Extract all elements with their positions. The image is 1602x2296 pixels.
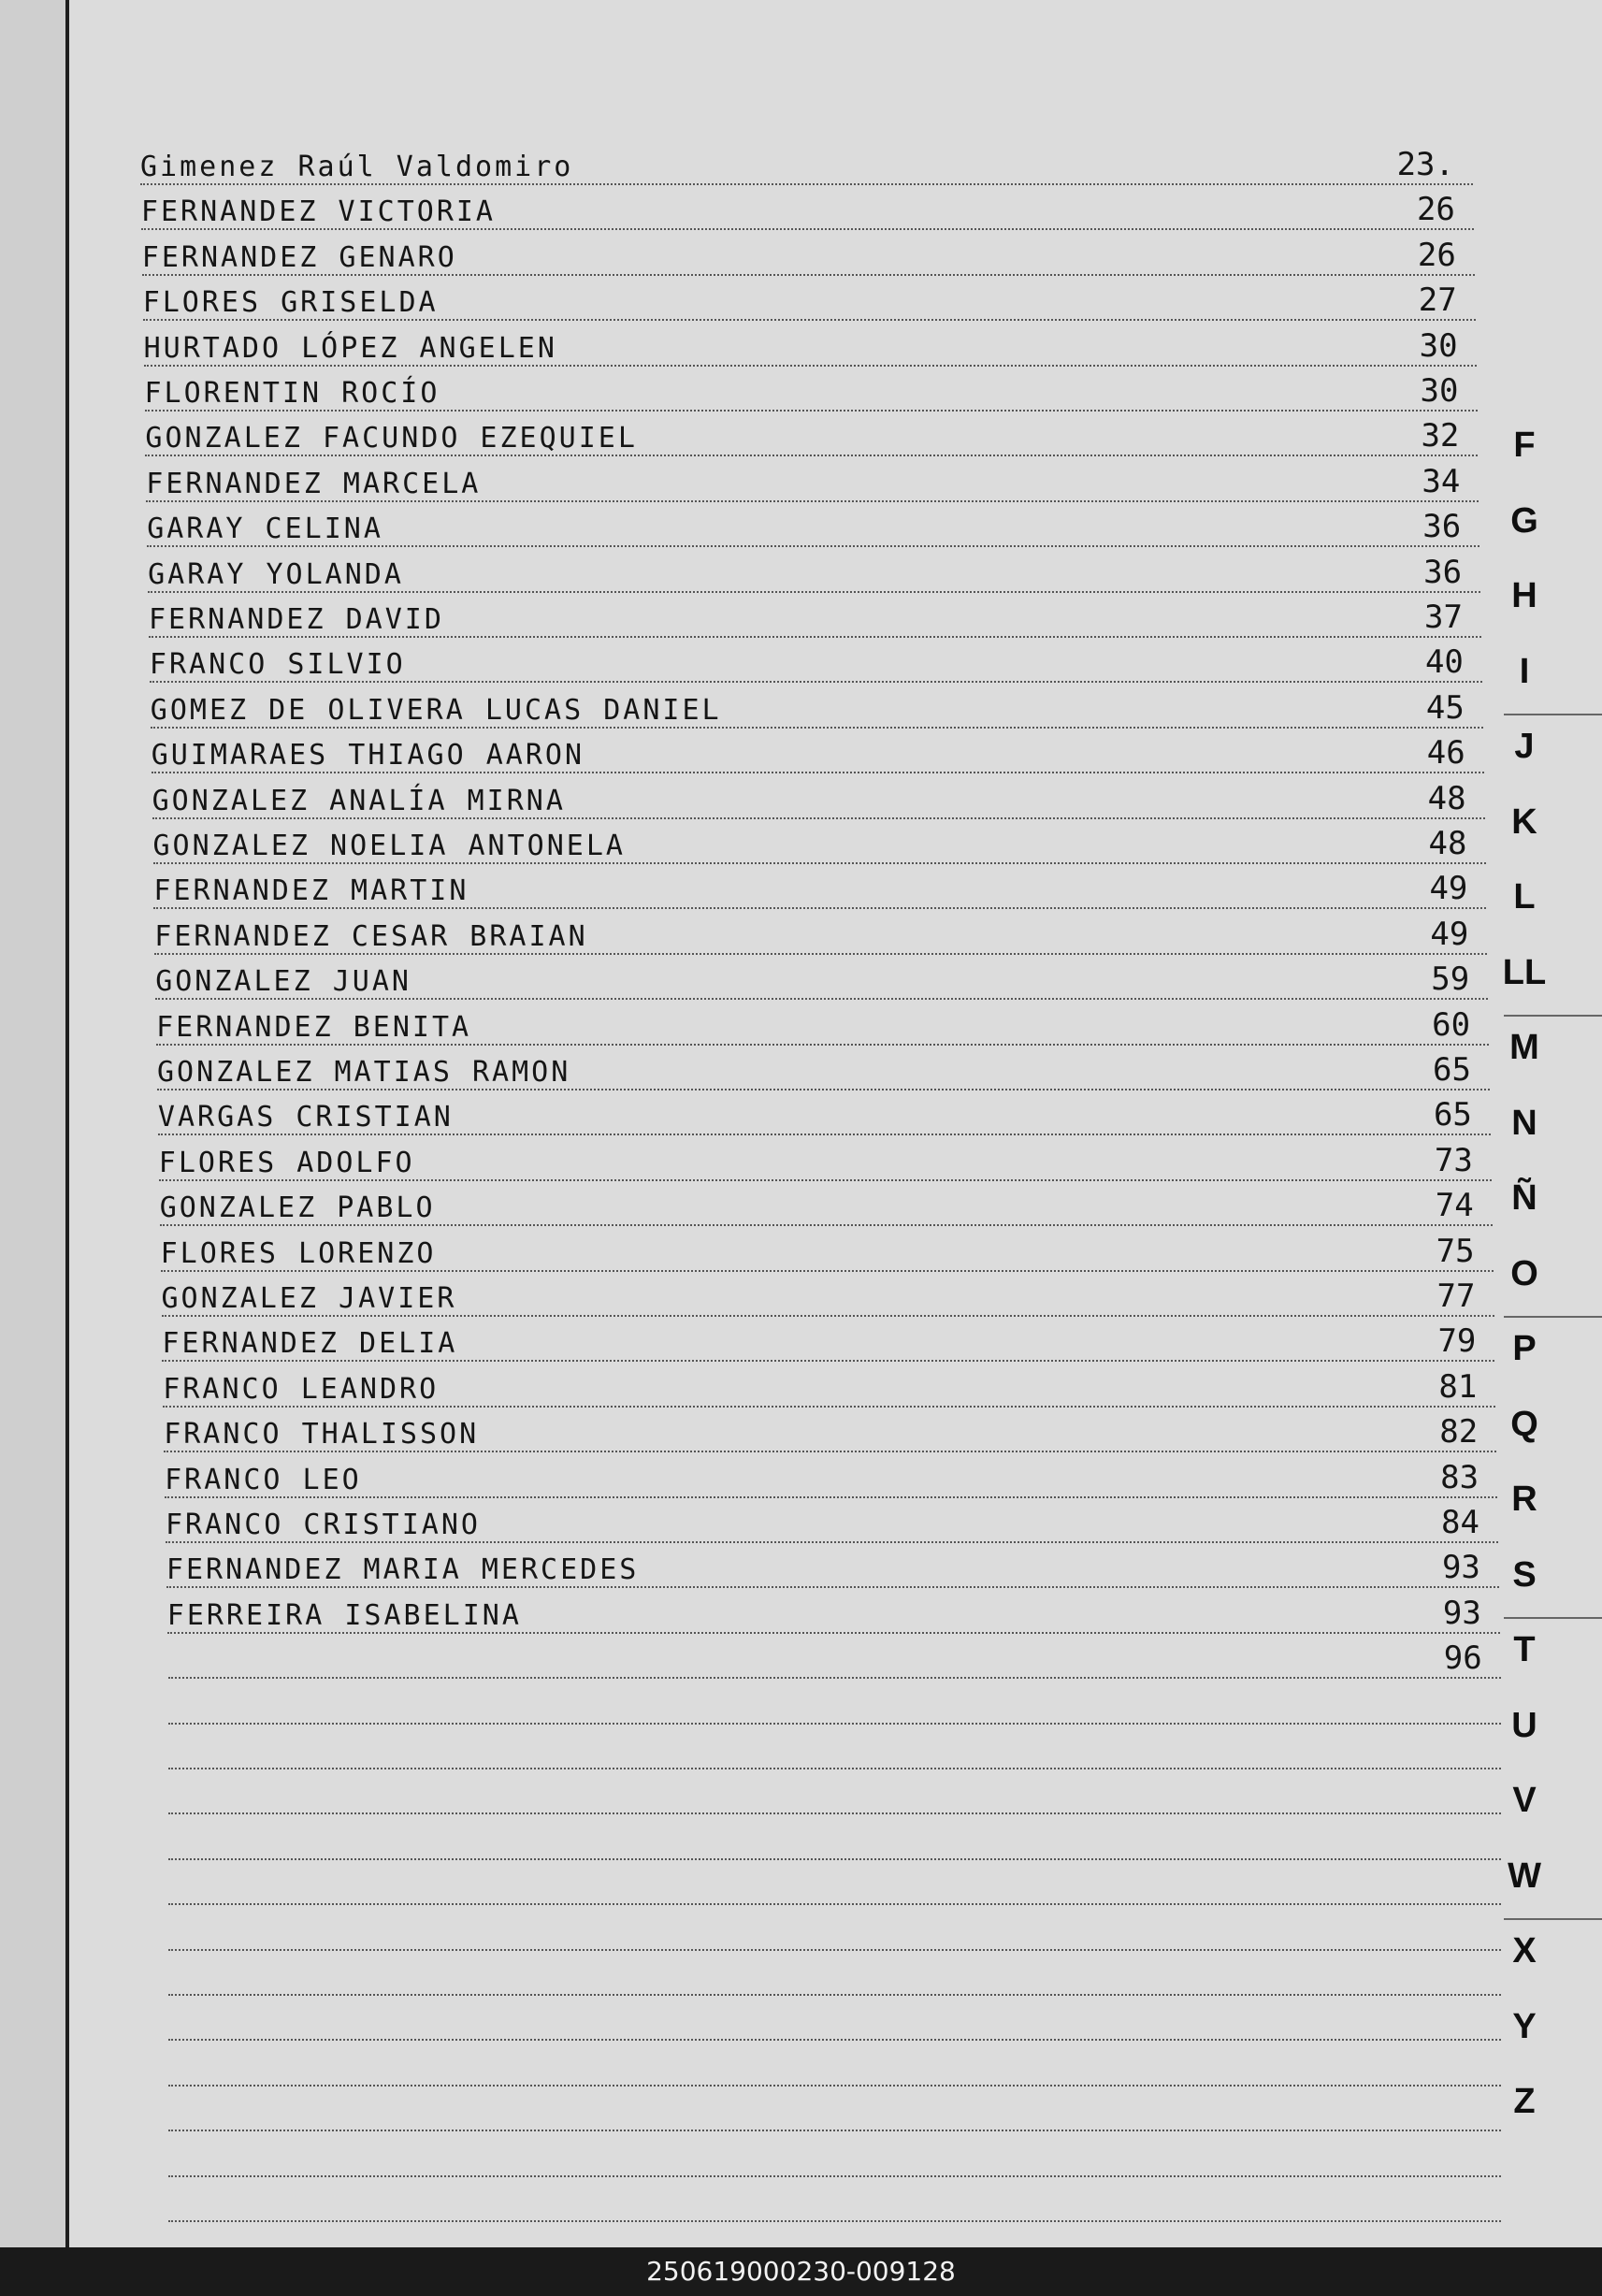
- entry-name: GONZALEZ FACUNDO EZEQUIEL: [145, 422, 638, 455]
- entry-page-number: 74: [1435, 1187, 1474, 1225]
- entry-name: HURTADO LÓPEZ ANGELEN: [143, 331, 557, 365]
- index-divider: [1504, 1617, 1602, 1619]
- list-item: [149, 591, 1481, 638]
- index-letter: Ñ: [1511, 1178, 1537, 1218]
- list-item: [162, 1270, 1494, 1317]
- entry-name: GONZALEZ PABLO: [159, 1191, 436, 1225]
- entry-page-number: 79: [1437, 1322, 1477, 1361]
- entry-page-number: 36: [1423, 553, 1463, 591]
- entry-name: GONZALEZ JUAN: [155, 965, 411, 999]
- entry-name: FERREIRA ISABELINA: [166, 1598, 522, 1632]
- index-letter: M: [1509, 1028, 1539, 1067]
- list-item: [155, 953, 1488, 1000]
- entry-page-number: 30: [1419, 326, 1458, 365]
- entry-page-number: 82: [1439, 1413, 1479, 1451]
- list-item: [148, 546, 1480, 593]
- entry-page-number: 48: [1427, 779, 1466, 817]
- list-item: [156, 999, 1489, 1046]
- entry-name: GONZALEZ ANALÍA MIRNA: [152, 784, 566, 817]
- list-item: [163, 1361, 1495, 1408]
- entry-name: GUIMARAES THIAGO AARON: [151, 739, 585, 773]
- list-item: [168, 1994, 1501, 2041]
- entry-name: FRANCO LEANDRO: [163, 1372, 440, 1406]
- entry-page-number: 77: [1436, 1278, 1476, 1315]
- list-item: [168, 1723, 1501, 1769]
- entry-name: FLORES GRISELDA: [142, 286, 439, 320]
- list-item: [160, 1179, 1493, 1226]
- entry-name: VARGAS CRISTIAN: [157, 1101, 454, 1134]
- index-letter: Q: [1510, 1404, 1538, 1444]
- index-letter: S: [1512, 1554, 1537, 1595]
- entry-page-number: 40: [1424, 643, 1464, 682]
- list-item: [152, 727, 1484, 773]
- entry-page-number: 81: [1438, 1367, 1478, 1406]
- entry-name: FERNANDEZ GENARO: [141, 240, 457, 274]
- index-divider: [1504, 1015, 1602, 1017]
- entry-name: FRANCO SILVIO: [149, 648, 406, 682]
- list-item: [142, 229, 1475, 276]
- list-item: [168, 1813, 1501, 1860]
- entry-page-number: 96: [1443, 1639, 1482, 1678]
- list-item: [168, 1632, 1501, 1679]
- entry-page-number: 37: [1424, 599, 1463, 636]
- index-letter: L: [1513, 877, 1536, 917]
- list-item: [140, 138, 1473, 185]
- entry-name: FERNANDEZ VICTORIA: [140, 195, 496, 229]
- entry-page-number: 60: [1432, 1005, 1471, 1044]
- index-letter: F: [1513, 426, 1536, 465]
- entry-page-number: 83: [1440, 1458, 1479, 1496]
- entry-name: GARAY YOLANDA: [148, 557, 404, 591]
- index-divider: [1504, 1918, 1602, 1920]
- entry-page-number: 49: [1430, 915, 1469, 953]
- entry-name: FERNANDEZ MARCELA: [146, 467, 482, 500]
- index-letter: W: [1508, 1856, 1541, 1896]
- list-item: [168, 1768, 1501, 1814]
- list-item: [164, 1406, 1496, 1452]
- entry-page-number: 36: [1422, 508, 1462, 546]
- entry-name: FRANCO THALISSON: [164, 1418, 480, 1451]
- entry-name: FRANCO CRISTIANO: [166, 1509, 481, 1541]
- entry-page-number: 30: [1420, 372, 1459, 410]
- entry-page-number: 23.: [1396, 146, 1454, 183]
- list-item: [158, 1089, 1491, 1135]
- list-item: [165, 1451, 1497, 1498]
- index-letter: Z: [1513, 2082, 1536, 2121]
- entry-name: FRANCO LEO: [165, 1463, 362, 1496]
- entry-page-number: 73: [1434, 1141, 1473, 1179]
- entry-page-number: 65: [1433, 1051, 1471, 1089]
- index-letter: N: [1511, 1103, 1537, 1143]
- list-item: [166, 1541, 1499, 1588]
- index-letter: X: [1512, 1931, 1537, 1971]
- index-divider: [1504, 714, 1602, 715]
- list-item: [152, 773, 1485, 819]
- entry-name: FERNANDEZ DAVID: [149, 603, 444, 636]
- index-letter: J: [1514, 727, 1535, 766]
- entry-page-number: 32: [1421, 417, 1460, 455]
- entry-page-number: 65: [1433, 1096, 1472, 1134]
- list-item: [166, 1496, 1498, 1543]
- list-item: [147, 500, 1479, 547]
- list-item: [145, 365, 1478, 412]
- list-item: [143, 274, 1476, 321]
- entry-page-number: 27: [1418, 282, 1457, 320]
- margin-rule: [65, 0, 69, 2247]
- index-letter: I: [1519, 651, 1530, 691]
- index-letter: LL: [1502, 952, 1547, 992]
- index-letter: P: [1512, 1329, 1537, 1368]
- entry-name: FERNANDEZ MARTIN: [153, 874, 469, 908]
- entry-name: FERNANDEZ CESAR BRAIAN: [154, 919, 588, 953]
- list-item: [168, 1949, 1501, 1996]
- list-item: [168, 2085, 1501, 2131]
- list-item: [168, 1858, 1501, 1905]
- entry-page-number: 46: [1426, 734, 1465, 773]
- entry-name: GOMEZ DE OLIVERA LUCAS DANIEL: [150, 693, 722, 727]
- entry-page-number: 45: [1425, 688, 1465, 727]
- entry-name: GONZALEZ JAVIER: [161, 1282, 457, 1315]
- list-item: [168, 2040, 1501, 2087]
- index-letter: O: [1510, 1253, 1538, 1293]
- document-id: 250619000230-009128: [0, 2247, 1602, 2296]
- entry-name: FLORES ADOLFO: [158, 1146, 415, 1179]
- entry-page-number: 34: [1422, 462, 1461, 500]
- entry-name: FERNANDEZ BENITA: [156, 1010, 472, 1044]
- entry-name: GONZALEZ MATIAS RAMON: [157, 1056, 571, 1089]
- list-item: [146, 455, 1479, 502]
- entry-page-number: 59: [1431, 960, 1470, 999]
- index-letter: H: [1511, 576, 1537, 615]
- list-item: [162, 1315, 1494, 1362]
- entry-page-number: 26: [1416, 191, 1455, 229]
- entry-name: GONZALEZ NOELIA ANTONELA: [152, 830, 626, 862]
- list-item: [141, 183, 1474, 230]
- entries-area: [140, 0, 1487, 2247]
- index-divider: [1504, 1316, 1602, 1318]
- entry-name: FERNANDEZ MARIA MERCEDES: [166, 1553, 640, 1587]
- entry-page-number: 26: [1417, 236, 1456, 274]
- list-item: [168, 1904, 1501, 1951]
- index-letter: R: [1511, 1480, 1537, 1519]
- binding-edge: [0, 0, 67, 2247]
- entry-page-number: 48: [1428, 825, 1467, 862]
- index-letter: T: [1513, 1630, 1536, 1669]
- entry-name: GARAY CELINA: [147, 513, 383, 546]
- list-item: [168, 2130, 1501, 2177]
- list-item: [145, 410, 1478, 456]
- list-item: [153, 862, 1486, 909]
- alphabet-index: [1487, 426, 1602, 2156]
- list-item: [161, 1225, 1494, 1272]
- entry-page-number: 84: [1441, 1504, 1479, 1541]
- list-item: [159, 1134, 1492, 1181]
- entry-page-number: 75: [1436, 1232, 1475, 1270]
- index-letter: V: [1512, 1781, 1537, 1820]
- list-item: [168, 2175, 1501, 2222]
- entry-page-number: 93: [1442, 1594, 1481, 1632]
- list-item: [151, 682, 1483, 729]
- entry-page-number: 49: [1429, 870, 1468, 908]
- entry-name: Gimenez Raúl Valdomiro: [140, 151, 574, 183]
- list-item: [150, 636, 1482, 683]
- entry-page-number: 93: [1441, 1549, 1480, 1587]
- list-item: [167, 1587, 1500, 1634]
- list-item: [154, 908, 1487, 955]
- entry-name: FLORES LORENZO: [160, 1236, 437, 1270]
- list-item: [157, 1044, 1490, 1090]
- index-letter: U: [1511, 1705, 1537, 1745]
- list-item: [144, 320, 1477, 367]
- entry-name: FERNANDEZ DELIA: [162, 1327, 458, 1361]
- entry-name: FLORENTIN ROCÍO: [144, 377, 440, 410]
- list-item: [168, 1678, 1501, 1725]
- index-letter: Y: [1512, 2006, 1537, 2046]
- index-letter: G: [1510, 500, 1538, 541]
- list-item: [153, 817, 1486, 864]
- index-letter: K: [1511, 801, 1537, 842]
